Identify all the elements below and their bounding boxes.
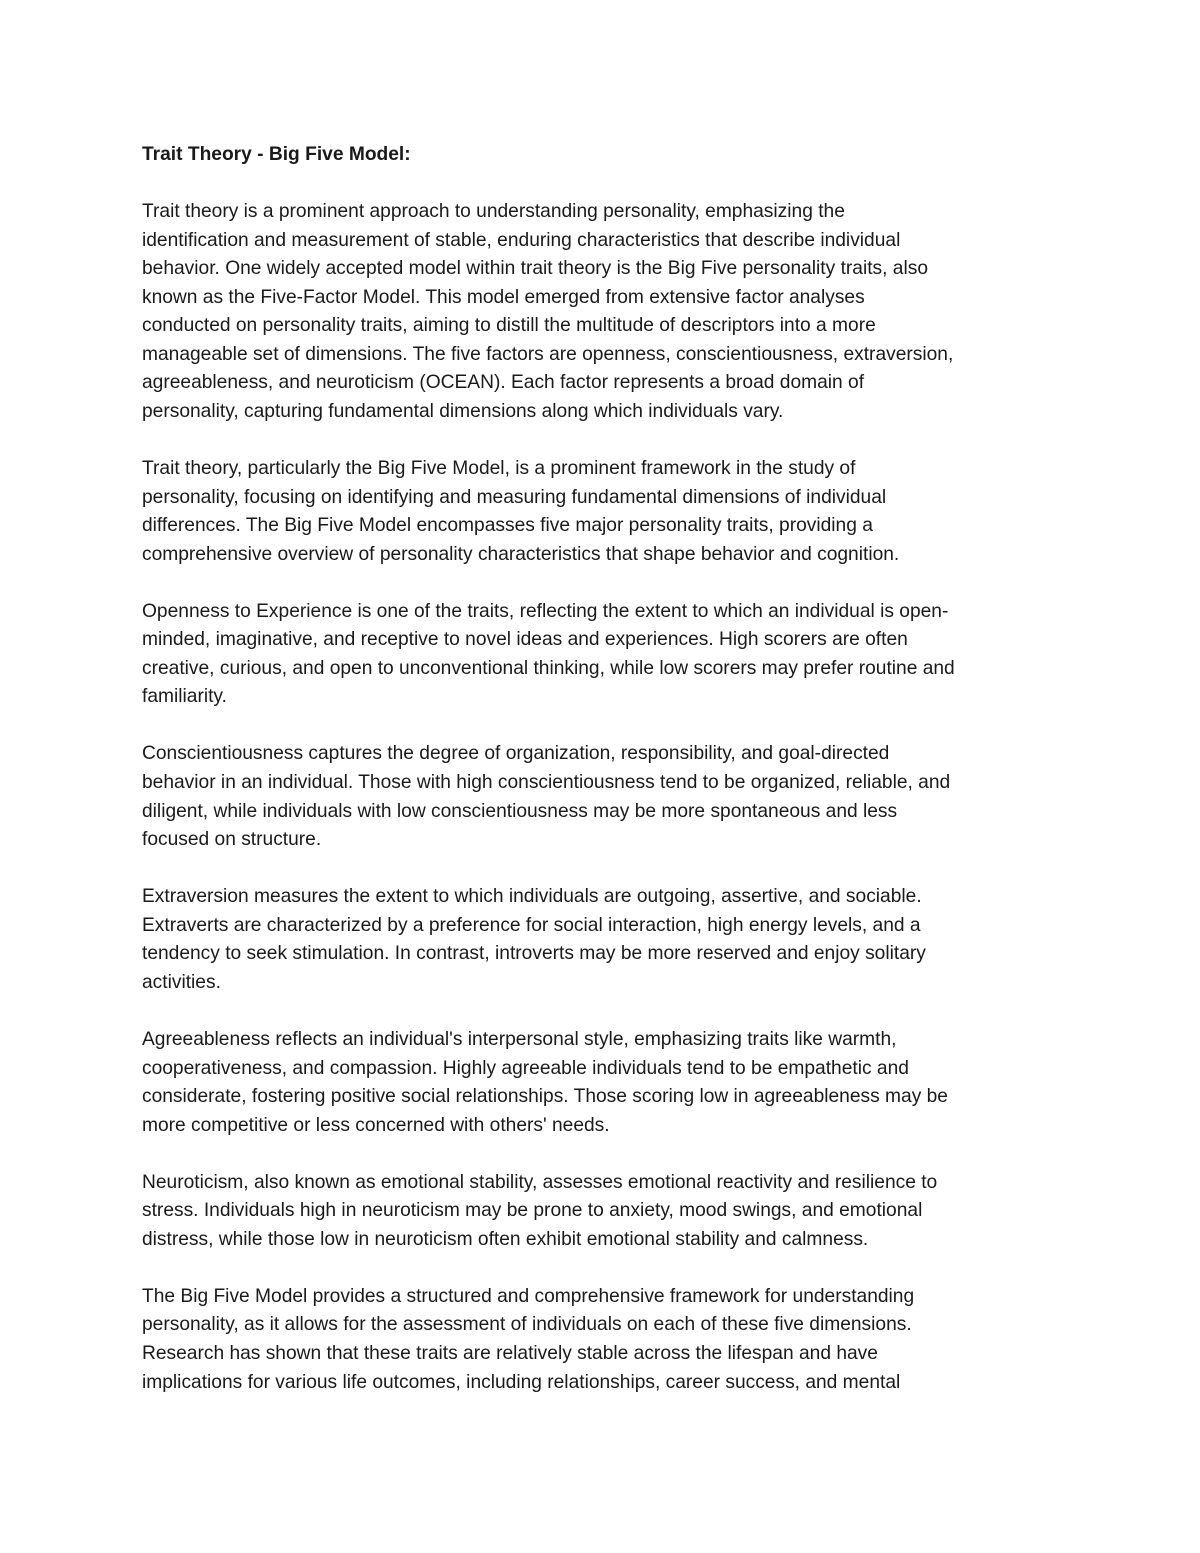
paragraph-line: Research has shown that these traits are relatively stable across the lifespan and have xyxy=(142,1342,878,1364)
paragraph-line: cooperativeness, and compassion. Highly agreeable individuals tend to be empathetic and xyxy=(142,1057,909,1079)
paragraph-line: creative, curious, and open to unconventional thinking, while low scorers may prefer routine and xyxy=(142,657,955,679)
paragraph-line: behavior in an individual. Those with high conscientiousness tend to be organized, reliable, and xyxy=(142,772,951,794)
paragraph-line: Extraversion measures the extent to which individuals are outgoing, assertive, and sociable. xyxy=(142,886,922,908)
paragraph-line: differences. The Big Five Model encompasses five major personality traits, providing a xyxy=(142,515,873,537)
paragraph-line: identification and measurement of stable, enduring characteristics that describe individual xyxy=(142,229,901,251)
paragraph-line: implications for various life outcomes, including relationships, career success, and mental xyxy=(142,1371,901,1393)
paragraph-line: Neuroticism, also known as emotional stability, assesses emotional reactivity and resilience to xyxy=(142,1171,938,1193)
paragraph-line: The Big Five Model provides a structured and comprehensive framework for understanding xyxy=(142,1285,915,1307)
paragraph-line: Trait theory is a prominent approach to understanding personality, emphasizing the xyxy=(142,201,845,223)
paragraph-list xyxy=(142,198,1067,1397)
paragraph xyxy=(142,455,1067,569)
paragraph xyxy=(142,740,1067,854)
paragraph-line: Agreeableness reflects an individual's interpersonal style, emphasizing traits like warmth, xyxy=(142,1028,897,1050)
document-body xyxy=(142,141,1067,1426)
paragraph-line: focused on structure. xyxy=(142,829,322,851)
paragraph-line: personality, capturing fundamental dimensions along which individuals vary. xyxy=(142,400,784,422)
paragraph-line: stress. Individuals high in neuroticism may be prone to anxiety, mood swings, and emotional xyxy=(142,1200,923,1222)
paragraph-line: Extraverts are characterized by a preference for social interaction, high energy levels, and a xyxy=(142,914,921,936)
paragraph-line: conducted on personality traits, aiming to distill the multitude of descriptors into a more xyxy=(142,315,876,337)
paragraph xyxy=(142,198,1067,426)
paragraph-line: diligent, while individuals with low conscientiousness may be more spontaneous and less xyxy=(142,800,898,822)
paragraph-line: personality, focusing on identifying and measuring fundamental dimensions of individual xyxy=(142,486,887,508)
paragraph-line: more competitive or less concerned with others' needs. xyxy=(142,1114,610,1136)
paragraph-line: activities. xyxy=(142,971,221,993)
paragraph-line: familiarity. xyxy=(142,686,227,708)
paragraph-line: agreeableness, and neuroticism (OCEAN). Each factor represents a broad domain of xyxy=(142,372,865,394)
paragraph xyxy=(142,1169,1067,1255)
paragraph xyxy=(142,598,1067,712)
paragraph-line: minded, imaginative, and receptive to novel ideas and experiences. High scorers are often xyxy=(142,629,908,651)
paragraph-line: manageable set of dimensions. The five factors are openness, conscientiousness, extraversion, xyxy=(142,343,954,365)
paragraph-line: distress, while those low in neuroticism often exhibit emotional stability and calmness. xyxy=(142,1228,869,1250)
paragraph-line: Trait theory, particularly the Big Five Model, is a prominent framework in the study of xyxy=(142,458,856,480)
paragraph-line: Conscientiousness captures the degree of organization, responsibility, and goal-directed xyxy=(142,743,890,765)
paragraph-line: personality, as it allows for the assessment of individuals on each of these five dimensions. xyxy=(142,1314,912,1336)
paragraph xyxy=(142,883,1067,997)
paragraph-line: tendency to seek stimulation. In contrast, introverts may be more reserved and enjoy solitary xyxy=(142,943,926,965)
paragraph xyxy=(142,1283,1067,1397)
paragraph-line: comprehensive overview of personality characteristics that shape behavior and cognition. xyxy=(142,543,900,565)
paragraph-line: behavior. One widely accepted model within trait theory is the Big Five personality traits, also xyxy=(142,258,929,280)
paragraph-line: known as the Five-Factor Model. This model emerged from extensive factor analyses xyxy=(142,286,865,308)
paragraph-line: considerate, fostering positive social relationships. Those scoring low in agreeableness may be xyxy=(142,1086,948,1108)
document-title: Trait Theory - Big Five Model: xyxy=(142,144,411,165)
paragraph xyxy=(142,1026,1067,1140)
paragraph-line: Openness to Experience is one of the traits, reflecting the extent to which an individual is open- xyxy=(142,600,949,622)
